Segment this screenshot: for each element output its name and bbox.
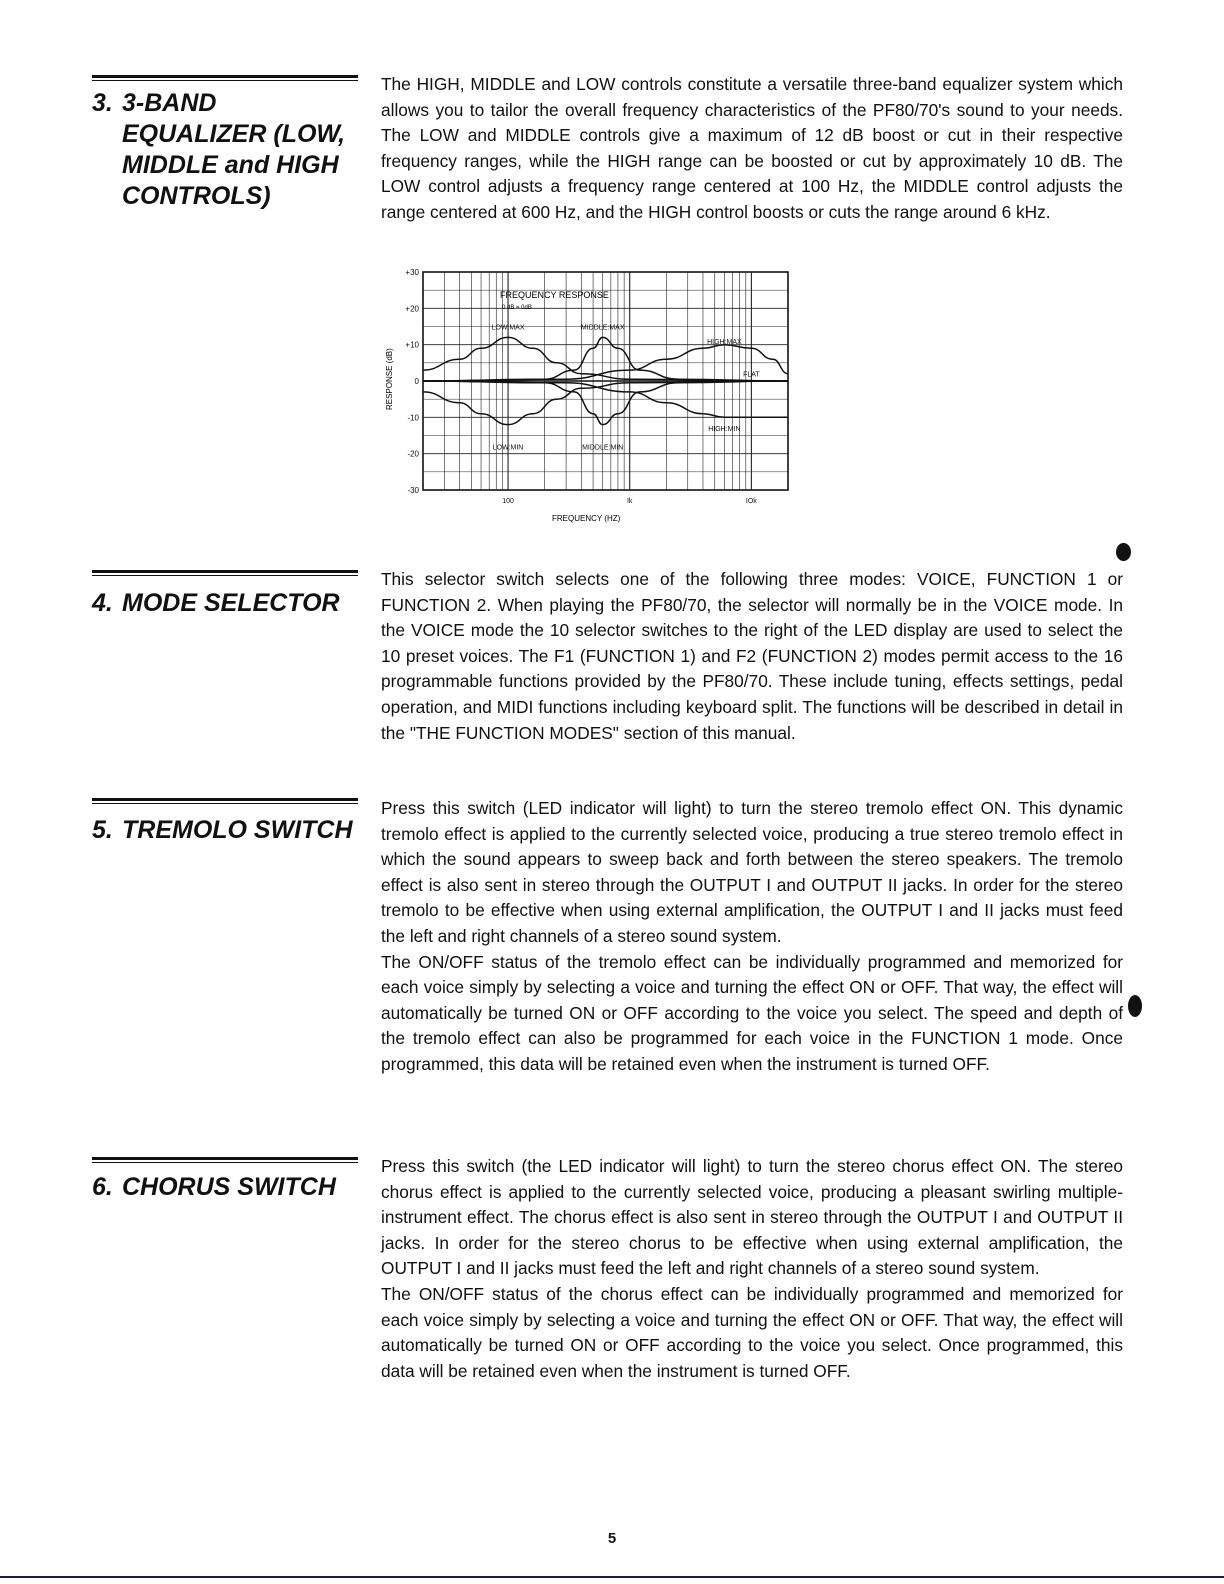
section-5-paragraph-2: The ON/OFF status of the tremolo effect can be individually programmed and memorized for each voice simply by selecting a voice and turning the effect ON or OFF. That way, the effect will automatically be turned ON or OFF according to the voice you select. The speed and depth of the tremolo effect can also be programmed for each voice in the FUNCTION 1 mode. Once programmed, this data will be retained even when the instrument is turned OFF. (381, 951, 1123, 1074)
section-5-number: 5. (92, 816, 113, 844)
chart-annotation: HIGH:MIN (708, 426, 741, 434)
y-tick-label: +20 (405, 304, 419, 314)
section-3-heading (92, 88, 362, 212)
section-6-heading (92, 1172, 362, 1203)
section-5-paragraph-1: Press this switch (LED indicator will light) to turn the stereo tremolo effect ON. This dynamic tremolo effect is applied to the currently selected voice, producing a true stereo tremolo effect in which the sound appears to sweep back and forth between the stereo speakers. The tremolo effect is also sent in stereo through the OUTPUT I and OUTPUT II jacks. In order for the stereo tremolo to be effective when using external amplification, the OUTPUT I and II jacks must feed the left and right channels of a stereo sound system. (381, 798, 1123, 946)
section-5-title: TREMOLO SWITCH (122, 816, 353, 844)
section-3-title-line-3: MIDDLE and HIGH (122, 151, 339, 179)
y-tick-label: +10 (405, 340, 419, 350)
binder-hole-mark-1 (1116, 543, 1131, 561)
page-number: 5 (607, 1530, 617, 1547)
section-4-title: MODE SELECTOR (122, 589, 340, 617)
section-4-rule (92, 570, 358, 573)
section-6-paragraph-2: The ON/OFF status of the chorus effect can be individually programmed and memorized for each voice simply by selecting a voice and turning the effect ON or OFF. That way, the effect will automatically be turned ON or OFF according to the voice you select. Once programmed, this data will be retained even when the instrument is turned OFF. (381, 1283, 1123, 1381)
section-6-rule (92, 1157, 358, 1160)
section-6-number: 6. (92, 1173, 113, 1201)
chart-xlabel: FREQUENCY (HZ) (552, 514, 621, 523)
chart-ylabel: RESPONSE (dB) (385, 348, 394, 410)
chart-annotation: HIGH:MAX (707, 339, 742, 347)
y-tick-label: -10 (407, 413, 419, 423)
section-5-rule (92, 798, 358, 801)
y-tick-label: +30 (405, 268, 419, 277)
chart-title: FREQUENCY RESPONSE (500, 290, 609, 300)
chart-annotation: FLAT (743, 371, 760, 379)
section-5-heading (92, 815, 362, 846)
y-tick-label: -30 (407, 486, 419, 495)
frequency-response-svg (380, 264, 800, 524)
section-3-body (381, 72, 1123, 226)
x-tick-label: Ik (626, 498, 633, 505)
y-tick-label: 0 (414, 377, 419, 386)
section-6-title: CHORUS SWITCH (122, 1173, 336, 1201)
section-3-number: 3. (92, 89, 113, 117)
section-3-title-line-2: EQUALIZER (LOW, (122, 120, 346, 148)
chart-annotation: MIDDLE:MIN (582, 444, 624, 452)
section-5-body (381, 796, 1123, 1078)
chart-subtitle: 0 dB = 0dB (502, 305, 532, 311)
page-bottom-rule (0, 1576, 1224, 1578)
section-3-title-line-1: 3-BAND (122, 89, 217, 117)
section-6-paragraph-1: Press this switch (the LED indicator will light) to turn the stereo chorus effect ON. The stereo chorus effect is applied to the currently selected voice, producing a pleasant swirling multiple-instrument effect. The chorus effect is also sent in stereo through the OUTPUT I and OUTPUT II jacks. In order for the stereo chorus to be effective when using external amplification, the OUTPUT I and II jacks must feed the left and right channels of a stereo sound system. (381, 1156, 1123, 1279)
y-tick-label: -20 (407, 449, 419, 459)
series-middle-mincurve (423, 381, 788, 425)
section-3-rule (92, 75, 358, 78)
series-low-mincurve (423, 381, 788, 425)
binder-hole-mark-2 (1128, 995, 1142, 1017)
frequency-response-chart (380, 264, 800, 524)
section-4-body (381, 567, 1123, 746)
section-4-number: 4. (92, 589, 113, 617)
chart-annotation: MIDDLE:MAX (580, 324, 625, 332)
section-4-paragraph-1: This selector switch selects one of the following three modes: VOICE, FUNCTION 1 or FUNCTION 2. When playing the PF80/70, the selector will normally be in the VOICE mode. In the VOICE mode the 10 selector switches to the right of the LED display are used to select the 10 preset voices. The F1 (FUNCTION 1) and F2 (FUNCTION 2) modes permit access to the 16 programmable functions provided by the PF80/70. These include tuning, effects settings, pedal operation, and MIDI functions including keyboard split. The functions will be described in detail in the "THE FUNCTION MODES" section of this manual. (381, 569, 1123, 743)
section-3-paragraph-1: The HIGH, MIDDLE and LOW controls constitute a versatile three-band equalizer system which allows you to tailor the overall frequency characteristics of the PF80/70's sound to your needs. The LOW and MIDDLE controls give a maximum of 12 dB boost or cut in their respective frequency ranges, while the HIGH range can be boosted or cut by approximately 10 dB. The LOW control adjusts a frequency range centered at 100 Hz, the MIDDLE control adjusts the range centered at 600 Hz, and the HIGH control boosts or cuts the range around 6 kHz. (381, 74, 1123, 222)
x-tick-label: IOk (745, 498, 757, 505)
chart-annotation: LOW:MIN (492, 444, 524, 452)
section-3-title-line-4: CONTROLS) (122, 182, 271, 210)
section-4-heading (92, 588, 362, 619)
x-tick-label: 100 (502, 498, 514, 505)
section-6-body (381, 1154, 1123, 1384)
chart-annotation: LOW:MAX (491, 324, 525, 332)
